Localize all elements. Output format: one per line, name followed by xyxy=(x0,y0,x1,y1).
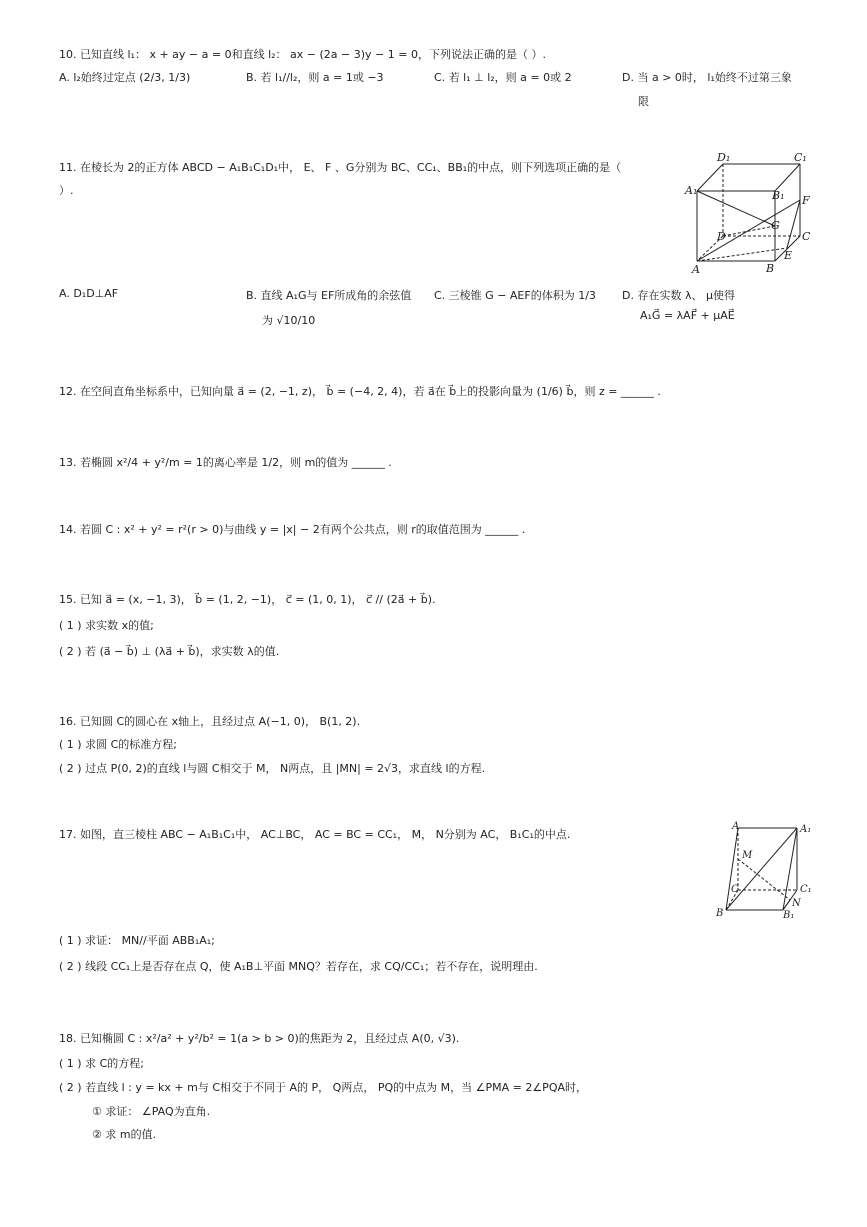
q15-part-2: ( 2 ) 若 (a⃗ − b⃗) ⊥ (λa⃗ + b⃗)，求实数 λ的值. xyxy=(59,645,280,658)
prism-label-a: A xyxy=(732,821,740,832)
cube-label-b: B xyxy=(766,262,775,275)
q11-option-b: B. 直线 A₁G与 EF所成角的余弦值 xyxy=(246,289,412,302)
q10-option-d: D. 当 a > 0时， l₁始终不过第三象 xyxy=(622,71,792,84)
q10-option-b: B. 若 l₁//l₂，则 a = 1或 −3 xyxy=(246,71,384,84)
cube-label-a1: A₁ xyxy=(685,184,698,197)
cube-label-e: E xyxy=(784,249,793,262)
cube-label-g: G xyxy=(771,219,780,232)
prism-label-b1: B₁ xyxy=(783,910,795,920)
cube-label-c: C xyxy=(802,230,811,243)
q10-option-d-wrap: 限 xyxy=(638,95,649,108)
cube-label-b1: B₁ xyxy=(772,189,785,202)
q16-part-2: ( 2 ) 过点 P(0, 2)的直线 l与圆 C相交于 M， N两点，且 |MN| = 2√3，求直线 l的方程. xyxy=(59,762,486,775)
q18-part-1: ( 1 ) 求 C的方程; xyxy=(59,1057,144,1070)
q11-stem: 11. 在棱长为 2的正方体 ABCD − A₁B₁C₁D₁中， E、 F 、G分别为 BC、CC₁、BB₁的中点，则下列选项正确的是（ xyxy=(59,161,622,174)
prism-label-m: M xyxy=(742,850,753,861)
q11-option-a: A. D₁D⊥AF xyxy=(59,287,119,300)
q14-stem: 14. 若圆 C : x² + y² = r²(r > 0)与曲线 y = |x| − 2有两个公共点，则 r的取值范围为 ______ . xyxy=(59,523,526,536)
q15-part-1: ( 1 ) 求实数 x的值; xyxy=(59,619,154,632)
q18-stem: 18. 已知椭圆 C : x²/a² + y²/b² = 1(a > b > 0)的焦距为 2，且经过点 A(0, √3). xyxy=(59,1032,460,1045)
q10-stem: 10. 已知直线 l₁： x + ay − a = 0和直线 l₂： ax − (2a − 3)y − 1 = 0，下列说法正确的是（ ）. xyxy=(59,48,546,61)
q16-part-1: ( 1 ) 求圆 C的标准方程; xyxy=(59,738,177,751)
cube-label-a: A xyxy=(692,263,700,276)
cube-label-d: D xyxy=(717,230,726,243)
prism-label-b: B xyxy=(716,908,724,919)
q13-stem: 13. 若椭圆 x²/4 + y²/m = 1的离心率是 1/2，则 m的值为 ______ . xyxy=(59,456,392,469)
prism-label-a1: A₁ xyxy=(800,824,812,835)
cube-label-c1: C₁ xyxy=(794,151,807,164)
q11-option-c: C. 三棱锥 G − AEF的体积为 1/3 xyxy=(434,289,596,302)
prism-label-c1: C₁ xyxy=(800,884,812,895)
q18-sub-2: ② 求 m的值. xyxy=(92,1128,157,1141)
q11-option-b-wrap: 为 √10/10 xyxy=(262,314,316,327)
q17-stem: 17. 如图，直三棱柱 ABC − A₁B₁C₁中， AC⊥BC， AC = BC = CC₁， M， N分别为 AC， B₁C₁的中点. xyxy=(59,828,571,841)
q15-stem: 15. 已知 a⃗ = (x, −1, 3)， b⃗ = (1, 2, −1)， c⃗ = (1, 0, 1)， c⃗ // (2a⃗ + b⃗). xyxy=(59,593,436,606)
q16-stem: 16. 已知圆 C的圆心在 x轴上，且经过点 A(−1, 0)， B(1, 2). xyxy=(59,715,361,728)
q11-option-d-wrap: A₁G⃗ = λAF⃗ + μAE⃗ xyxy=(640,309,735,322)
cube-figure xyxy=(680,150,815,278)
prism-figure xyxy=(712,818,817,920)
q12-stem: 12. 在空间直角坐标系中，已知向量 a⃗ = (2, −1, z)， b⃗ = (−4, 2, 4)，若 a⃗在 b⃗上的投影向量为 (1/6) b⃗，则 z = ______ . xyxy=(59,385,661,398)
prism-label-c: C xyxy=(731,884,739,895)
q11-stem-wrap: ）. xyxy=(59,184,74,197)
q17-part-2: ( 2 ) 线段 CC₁上是否存在点 Q，使 A₁B⊥平面 MNQ？若存在，求 CQ/CC₁；若不存在，说明理由. xyxy=(59,960,538,973)
q10-option-c: C. 若 l₁ ⊥ l₂，则 a = 0或 2 xyxy=(434,71,572,84)
cube-label-f: F xyxy=(802,194,810,207)
q11-option-d: D. 存在实数 λ、 μ使得 xyxy=(622,289,735,302)
q18-part-2: ( 2 ) 若直线 l : y = kx + m与 C相交于不同于 A的 P， Q两点， PQ的中点为 M，当 ∠PMA = 2∠PQA时， xyxy=(59,1081,587,1094)
cube-label-d1: D₁ xyxy=(717,151,731,164)
prism-label-n: N xyxy=(792,898,801,909)
q10-option-a: A. l₂始终过定点 (2/3, 1/3) xyxy=(59,71,191,84)
q18-sub-1: ① 求证： ∠PAQ为直角. xyxy=(92,1105,211,1118)
q17-part-1: ( 1 ) 求证： MN//平面 ABB₁A₁; xyxy=(59,934,215,947)
